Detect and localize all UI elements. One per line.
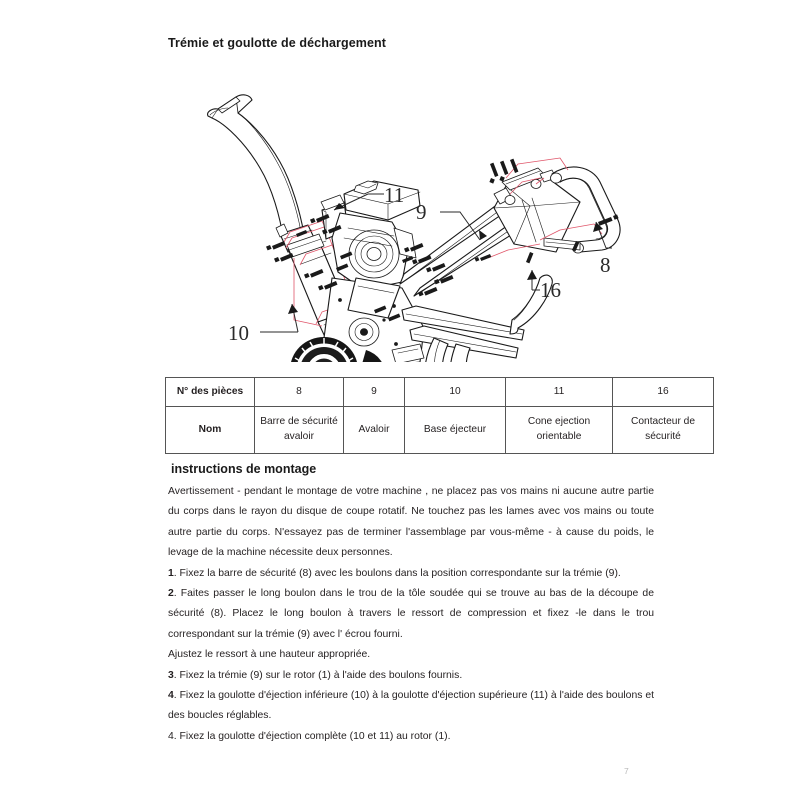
step-text: . Fixez la barre de sécurité (8) avec les boulons dans la position correspondante sur la trémie (9). — [173, 567, 621, 579]
step-number: 3 — [168, 669, 174, 681]
part-9-avaloir-hopper — [400, 168, 580, 296]
table-cell-part-name: Contacteur de sécurité — [613, 407, 714, 454]
step-text: . Fixez la goulotte d'éjection inférieure (10) à la goulotte d'éjection supérieure (11) à l'aide des boulons et des boucles réglables. — [168, 690, 654, 722]
table-cell-part-name: Cone ejection orientable — [506, 407, 613, 454]
table-header-part-names: Nom — [166, 407, 255, 454]
table-cell-part-name: Base éjecteur — [405, 407, 506, 454]
instruction-step-4-final: 4. Fixez la goulotte d'éjection complète (10 et 11) au rotor (1). — [168, 730, 451, 742]
svg-text:8: 8 — [600, 253, 611, 277]
page-title: Trémie et goulotte de déchargement — [168, 36, 387, 50]
step-number: 4 — [168, 690, 174, 702]
step-text: . Fixez la trémie (9) sur le rotor (1) à l'aide des boulons fournis. — [173, 669, 463, 681]
svg-text:16: 16 — [540, 278, 561, 302]
table-cell-part-number: 10 — [405, 378, 506, 407]
instructions-heading: instructions de montage — [171, 462, 317, 476]
instruction-step-2 — [168, 584, 654, 645]
table-row — [166, 378, 714, 407]
svg-text:11: 11 — [384, 183, 405, 207]
instruction-step-4 — [168, 686, 654, 727]
step-text: . Faites passer le long boulon dans le trou de la tôle soudée qui se trouve au bas de la découpe de sécurité (8). Placez le long boulon à travers le ressort de compression et fixez -le dans le trou correspondant sur la trémie (9) avec l' écrou fourni. — [168, 588, 654, 640]
svg-text:10: 10 — [228, 321, 249, 345]
table-cell-part-name: Avaloir — [344, 407, 405, 454]
table-cell-part-number: 16 — [613, 378, 714, 407]
step-number: 2 — [168, 588, 174, 600]
table-cell-part-name: Barre de sécurité avaloir — [255, 407, 344, 454]
svg-text:9: 9 — [416, 200, 427, 224]
table-cell-part-number: 11 — [506, 378, 613, 407]
table-header-part-numbers: N° des pièces — [166, 378, 255, 407]
instructions-body — [168, 482, 654, 747]
page-number: 7 — [624, 766, 629, 776]
instruction-step-3 — [168, 666, 654, 686]
table-cell-part-number: 8 — [255, 378, 344, 407]
callout-10 — [228, 304, 298, 345]
table-cell-part-number: 9 — [344, 378, 405, 407]
warning-paragraph: Avertissement - pendant le montage de votre machine , ne placez pas vos mains ni aucune autre partie du corps dans le rayon du disque de coupe rotatif. Ne touchez pas les lames avec vos mains ou toute autre partie du corps. N'essayez pas de terminer l'assemblage par vous-même - à cause du poids, le levage de la machine nécessite deux personnes. — [168, 486, 654, 559]
parts-table — [165, 377, 714, 454]
step-number: 1 — [168, 567, 174, 579]
instruction-step-1 — [168, 564, 654, 584]
technical-diagram — [188, 82, 638, 362]
spring-adjust-note: Ajustez le ressort à une hauteur appropriée. — [168, 649, 371, 661]
table-row — [166, 407, 714, 454]
